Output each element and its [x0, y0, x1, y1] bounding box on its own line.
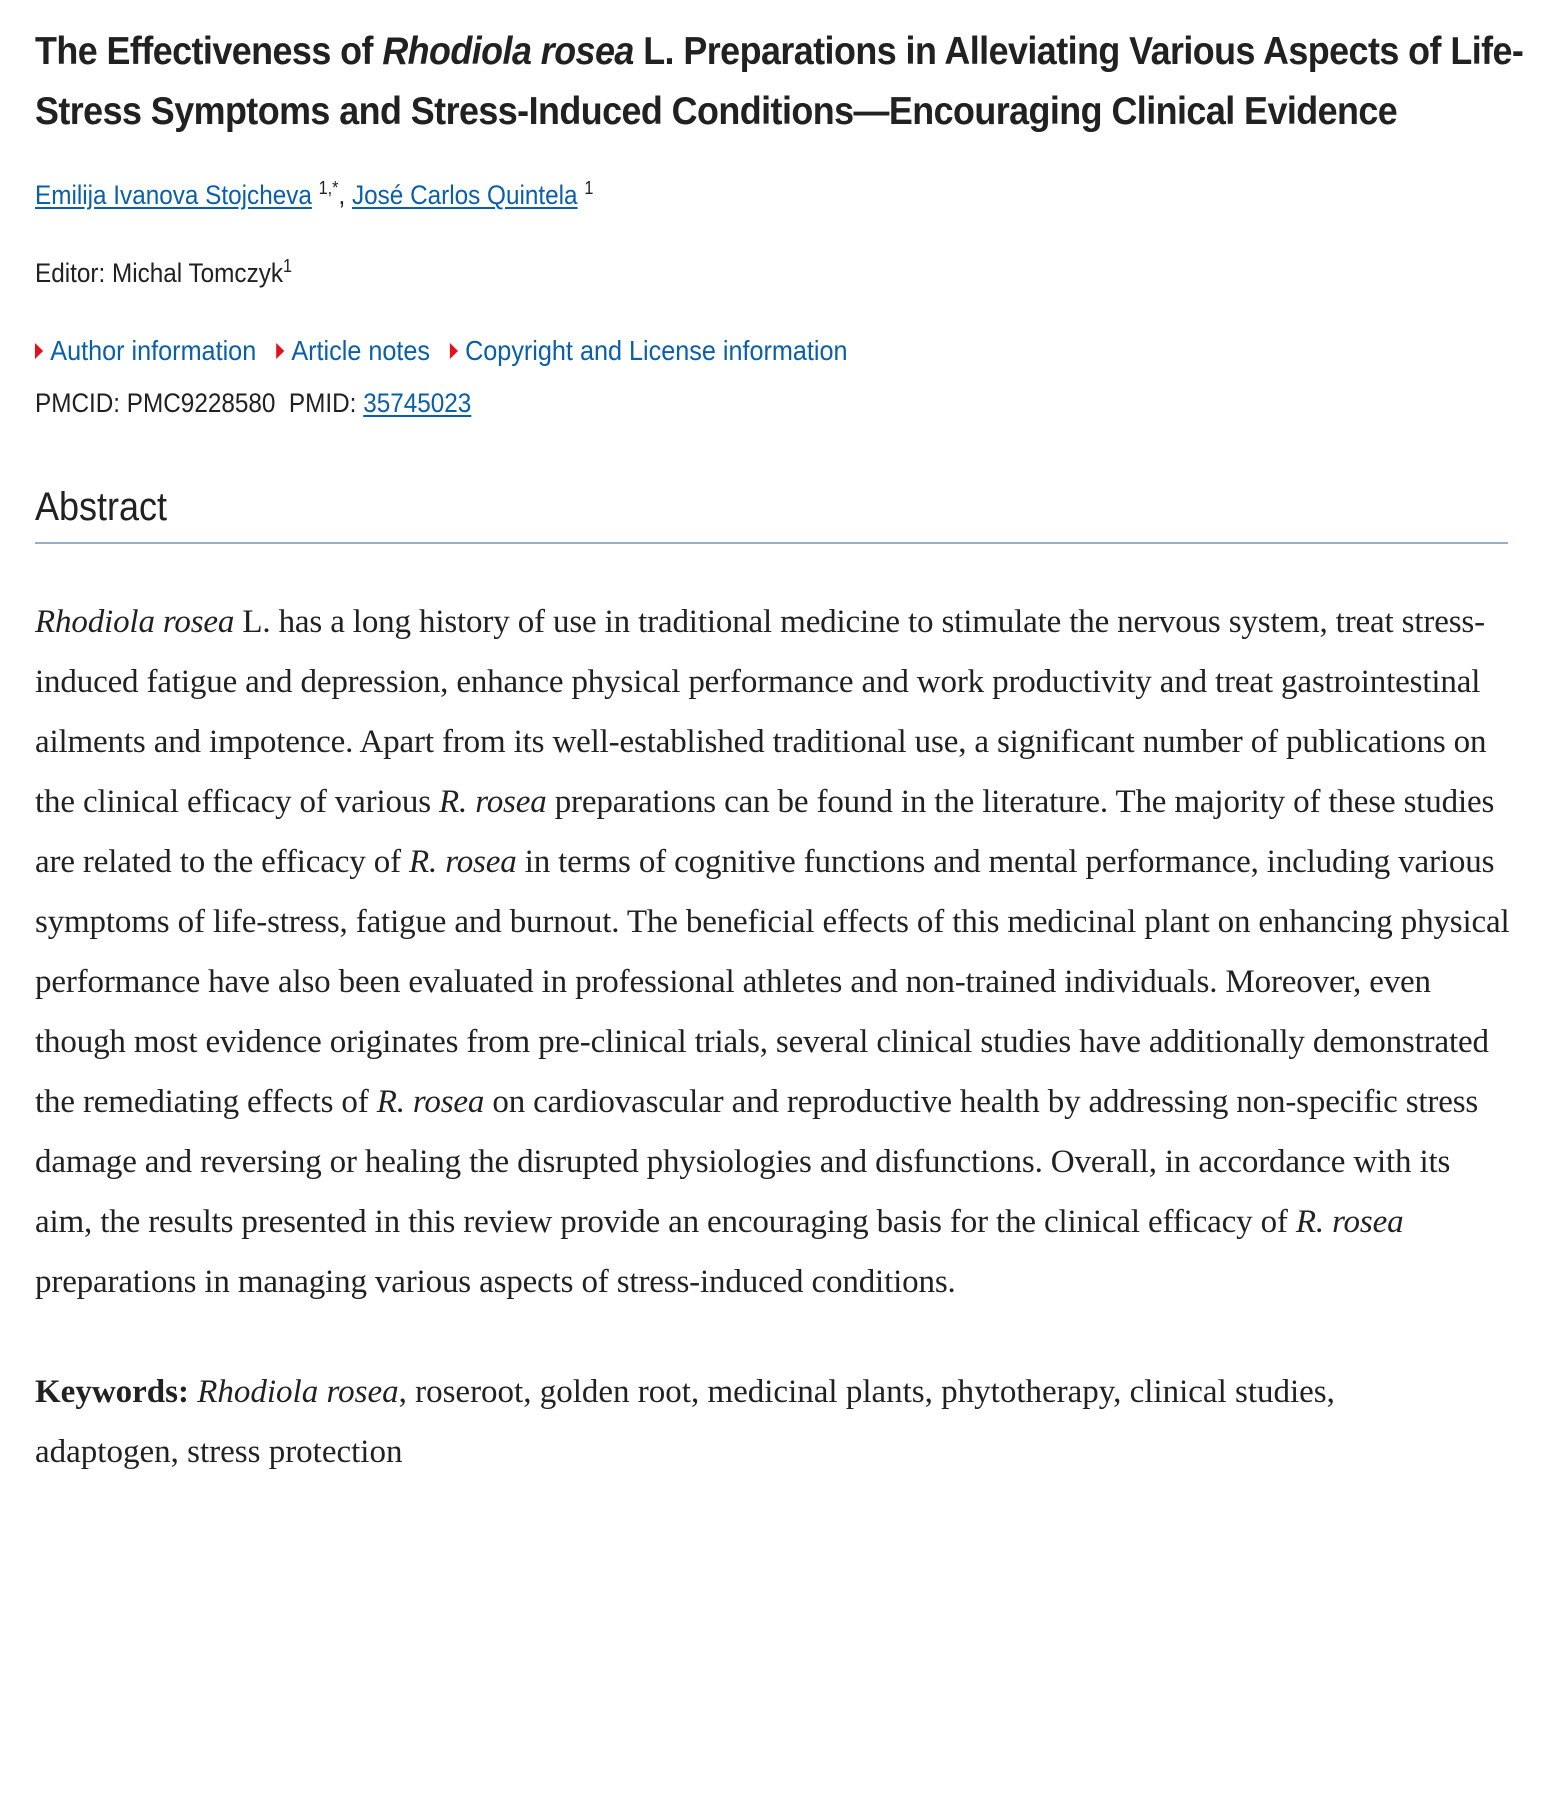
abstract-paragraph — [35, 592, 1515, 1312]
article-identifiers — [35, 386, 1367, 420]
accordion-copyright-license[interactable] — [450, 334, 848, 368]
author-affiliation-sup: 1,* — [318, 178, 339, 198]
accordion-label: Copyright and License information — [465, 335, 848, 366]
article-info-accordions — [35, 334, 1367, 368]
editor-line — [35, 256, 1367, 290]
abstract-species-term: R. rosea — [1295, 1204, 1404, 1240]
triangle-right-icon — [35, 343, 43, 359]
article-title — [35, 22, 1525, 142]
editor-name: Editor: Michal Tomczyk — [35, 258, 284, 288]
editor-affiliation-sup: 1 — [283, 256, 293, 276]
accordion-label: Author information — [50, 335, 257, 366]
accordion-author-information[interactable] — [35, 334, 256, 368]
keywords-list: , roseroot, golden root, medicinal plants, phytotherapy, clinical studies, adaptogen, stress protection — [35, 1374, 1335, 1470]
author-link[interactable]: José Carlos Quintela — [351, 180, 578, 210]
triangle-right-icon — [276, 343, 284, 359]
abstract-text: preparations can be found in the literature. The majority of these studies are related to the efficacy of — [35, 784, 1495, 880]
pmcid-text: PMCID: PMC9228580 — [35, 388, 276, 418]
abstract-species-term: R. rosea — [439, 784, 547, 820]
pmid-link[interactable]: 35745023 — [363, 388, 472, 418]
author-list — [35, 178, 1367, 212]
author-affiliation-sup: 1 — [584, 178, 594, 198]
triangle-right-icon — [450, 343, 458, 359]
abstract-text: L. has a long history of use in traditional medicine to stimulate the nervous system, treat stress-induced fatigue and depression, enhance physical performance and work productivity and treat gastrointestinal ailments and impotence. Apart from its well-established traditional use, a significant number of publications on the clinical efficacy of various — [35, 604, 1487, 820]
abstract-text: in terms of cognitive functions and mental performance, including various symptoms of life-stress, fatigue and burnout. The beneficial effects of this medicinal plant on enhancing physical performance have also been evaluated in professional athletes and non-trained individuals. Moreover, even though most evidence originates from pre-clinical trials, several clinical studies have additionally demonstrated the remediating effects of — [35, 844, 1510, 1120]
keywords-label: Keywords: — [35, 1374, 189, 1410]
accordion-label: Article notes — [291, 335, 430, 366]
abstract-species-term: R. rosea — [409, 844, 517, 880]
pmid-label: PMID: — [288, 388, 364, 418]
abstract-text: on cardiovascular and reproductive health by addressing non-specific stress damage and reversing or healing the disrupted physiologies and disfunctions. Overall, in accordance with its aim, the results presented in this review provide an encouraging basis for the clinical efficacy of — [35, 1084, 1479, 1240]
accordion-article-notes[interactable] — [276, 334, 430, 368]
abstract-text: preparations in managing various aspects of stress-induced conditions. — [35, 1264, 956, 1300]
abstract-species-term: R. rosea — [376, 1084, 485, 1120]
title-prefix: The Effectiveness of — [35, 30, 383, 73]
title-species: Rhodiola rosea — [382, 30, 634, 73]
abstract-heading — [35, 482, 1508, 544]
author-separator: , — [338, 180, 352, 210]
abstract-heading-text: Abstract — [35, 485, 168, 529]
abstract-species-term: Rhodiola rosea — [35, 604, 235, 640]
keyword-species: Rhodiola rosea — [197, 1374, 399, 1410]
abstract-body — [35, 592, 1515, 1312]
author-link[interactable]: Emilija Ivanova Stojcheva — [35, 180, 312, 210]
title-suffix: L. Preparations in Alleviating Various Aspects of Life-Stress Symptoms and Stress-Induced Conditions—Encouraging Clinical Evidence — [35, 30, 1524, 133]
keywords-section — [35, 1362, 1475, 1482]
